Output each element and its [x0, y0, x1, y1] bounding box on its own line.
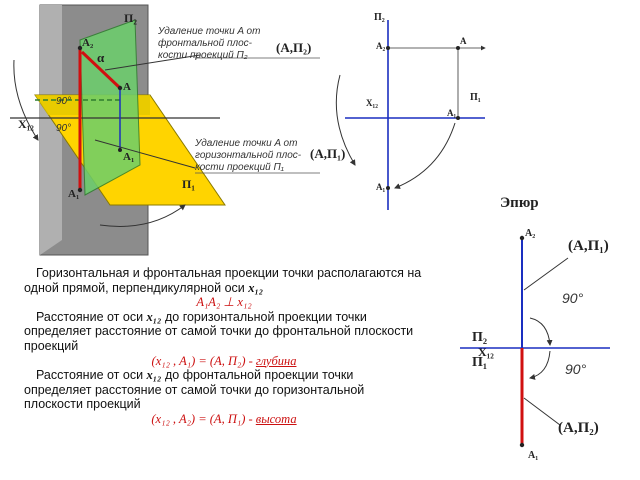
proj-label-a1-low: A₁ — [376, 182, 386, 192]
paragraph-3-text-b: до фронтальной проекции точки определяет расстояние от самой точки до горизонтальной плоскости проекций — [24, 368, 365, 412]
proj-point-a1-low — [386, 186, 390, 190]
epure-arc-upper — [530, 318, 550, 345]
proj-point-a — [456, 46, 460, 50]
formula-depth-expr: (x₁₂ , A₁) = (A, Π₂) - — [151, 353, 256, 368]
epure-title: Эпюр — [500, 195, 539, 211]
proj-label-x12: X₁₂ — [366, 98, 378, 108]
note-horizontal-line2: горизонтальной плос- — [195, 150, 302, 161]
label-a1: A₁ — [68, 188, 80, 200]
epure-leader-pi1 — [524, 258, 568, 290]
proj-point-a1-right — [456, 116, 460, 120]
proj-label-a1-right: A₁ — [447, 108, 457, 118]
epure-point-a2 — [520, 236, 524, 240]
formula-height — [24, 412, 424, 427]
formula-height-expr: (x₁₂ , A₂) = (A, Π₁) - — [151, 411, 256, 426]
formula-perpendicular: A₁A₂ ⊥ x₁₂ — [196, 295, 252, 310]
angle-label-upper: 90° — [56, 96, 72, 107]
paragraph-1 — [24, 266, 424, 295]
formula-depth — [24, 354, 424, 369]
angle-label-lower: 90° — [56, 123, 72, 134]
epure-dist-pi1: (A,Π₁) — [568, 238, 609, 254]
label-a1-inner: A₁ — [123, 151, 135, 163]
paragraph-2-text-a: Расстояние от оси — [36, 309, 147, 324]
note-horizontal-line3: кости проекций Π₁ — [195, 162, 284, 173]
note-frontal-line2: фронтальной плос- — [158, 38, 252, 49]
paragraph-2-axis: x₁₂ — [146, 309, 162, 324]
paragraph-1-text: Горизонтальная и фронтальная проекции точки располагаются на одной прямой, перпендикулярной оси — [24, 266, 422, 295]
projection-construction — [336, 12, 485, 210]
label-pi1: Π₁ — [182, 177, 195, 191]
dist-label-pi2: (A,Π₂) — [276, 40, 312, 55]
proj-label-pi2: Π₂ — [374, 12, 385, 23]
point-a1-inner — [118, 148, 122, 152]
epure-leader-pi2 — [524, 398, 560, 425]
dist-label-pi1: (A,Π₁) — [310, 146, 346, 161]
label-pi2: Π₂ — [124, 11, 137, 25]
epure-label-a2: A₂ — [525, 228, 536, 239]
proj-label-a: A — [460, 36, 467, 46]
epure-arc-lower — [530, 351, 550, 378]
paragraph-2 — [24, 310, 424, 354]
epure — [460, 195, 610, 461]
label-a: A — [123, 81, 131, 93]
note-frontal-line1: Удаление точки A от — [158, 26, 261, 37]
proj-arc-right — [395, 123, 455, 188]
note-frontal-line3: кости проекций Π₂ — [158, 50, 248, 61]
proj-label-a2: A₂ — [376, 41, 386, 51]
paragraph-3 — [24, 368, 424, 412]
formula-depth-word: глубина — [255, 353, 297, 368]
formula-height-word: высота — [255, 411, 297, 426]
epure-label-pi1: Π₁ — [472, 355, 488, 370]
proj-point-a2 — [386, 46, 390, 50]
epure-angle-upper: 90° — [562, 290, 584, 306]
epure-label-pi2: Π₂ — [472, 330, 488, 345]
spatial-model — [10, 5, 345, 255]
explanation-text — [24, 266, 424, 427]
label-a2: A₂ — [82, 37, 94, 49]
proj-label-pi1: Π₁ — [470, 92, 481, 103]
point-a — [118, 86, 122, 90]
label-x12: X₁₂ — [18, 117, 34, 131]
epure-point-a1 — [520, 443, 524, 447]
label-alpha: α — [97, 50, 105, 65]
paragraph-3-text-a: Расстояние от оси — [36, 368, 147, 383]
paragraph-1-axis: x₁₂ — [248, 280, 264, 295]
epure-label-x12: X₁₂ — [478, 345, 494, 359]
epure-angle-lower: 90° — [565, 361, 587, 377]
note-horizontal-line1: Удаление точки A от — [195, 138, 298, 149]
paragraph-3-axis: x₁₂ — [146, 368, 162, 383]
paragraph-2-text-b: до горизонтальной проекции точки определяет расстояние от самой точки до фронтальной плоскости проекций — [24, 309, 414, 353]
epure-label-a1: A₁ — [528, 450, 539, 461]
epure-dist-pi2: (A,Π₂) — [558, 420, 599, 436]
